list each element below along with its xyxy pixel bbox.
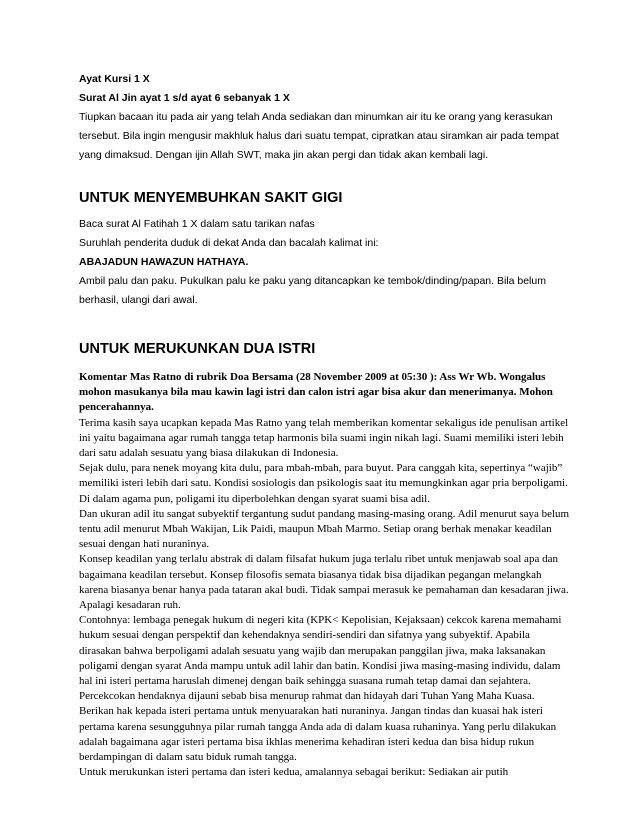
paragraph-2: Sejak dulu, para nenek moyang kita dulu, para mbah-mbah, para buyut. Para canggah kita, sepertinya “wajib” memiliki isteri lebih dari satu. Kondisi sosiologis dan psikologis saat itu memungkinkan agar pria berpoligami. Di dalam agama pun, poligami itu diperbolehkan dengan syarat suami bisa adil. — [79, 462, 568, 505]
palu-paku-paragraph: Ambil palu dan paku. Pukulkan palu ke paku yang ditancapkan ke tembok/dinding/papan. Bila belum berhasil, ulangi dari awal. — [79, 275, 546, 306]
penderita-line: Suruhlah penderita duduk di dekat Anda dan bacalah kalimat ini: — [79, 237, 379, 249]
heading-dua-istri: UNTUK MERUKUNKAN DUA ISTRI — [79, 341, 316, 357]
kalimat-line: ABAJADUN HAWAZUN HATHAYA. — [79, 256, 249, 268]
paragraph-1: Terima kasih saya ucapkan kepada Mas Ratno yang telah memberikan komentar sekaligus ide penulisan artikel ini yaitu bagaimana agar rumah tangga tetap harmonis bila suami ingin nikah lagi. Suami memiliki isteri lebih dari satu adalah sesuatu yang biasa dilakukan di Indonesia. — [79, 416, 569, 460]
paragraph-6: Percekcokan hendaknya dijauni sebab bisa menurup rahmat dan hidayah dari Tuhan Yang Maha Kuasa. Berikan hak kepada isteri pertama untuk menyuarakan hati nuraninya. Jangan tindas dan kuasai hak isteri pertama karena sesungguhnya pilar rumah tangga Anda ada di dalam kuasa ruhaninya. Yang perlu dilakukan adalah bagaimana agar isteri pertama bisa ikhlas menerima kehadiran isteri kedua dan bisa hidup rukun berdampingan di dalam satu biduk rumah tangga. — [79, 690, 557, 764]
section-jin-instructions — [79, 70, 579, 165]
jin-paragraph: Tiupkan bacaan itu pada air yang telah Anda sediakan dan minumkan air itu ke orang yang kerasukan tersebut. Bila ingin mengusir makhluk halus dari suatu tempat, cipratkan atau siramkan air pada tempat yang dimaksud. Dengan ijin Allah SWT, maka jin akan pergi dan tidak akan kembali lagi. — [79, 111, 559, 161]
paragraph-7: Untuk merukunkan isteri pertama dan isteri kedua, amalannya sebagai berikut: Sediakan air putih — [79, 766, 509, 779]
surat-al-jin-line: Surat Al Jin ayat 1 s/d ayat 6 sebanyak 1 X — [79, 92, 290, 104]
ayat-kursi-line: Ayat Kursi 1 X — [79, 73, 150, 85]
paragraph-4: Konsep keadilan yang terlalu abstrak di dalam filsafat hukum juga terlalu ribet untuk menjawab soal apa dan bagaimana keadilan tersebut. Konsep filosofis semata biasanya tidak bisa dijadikan pegangan melangkah karena biasanya benar hanya pada tataran akal budi. Tidak sampai merasuk ke pemahaman dan kesadaran jiwa. Apalagi kesadaran ruh. — [79, 553, 569, 612]
comment-intro: Komentar Mas Ratno di rubrik Doa Bersama (28 November 2009 at 05:30 ): Ass Wr Wb. Wongalus mohon masukanya bila mau kawin lagi istri dan calon istri agar bisa akur dan menerimanya. Mohon pencerahannya. — [79, 371, 553, 414]
al-fatihah-line: Baca surat Al Fatihah 1 X dalam satu tarikan nafas — [79, 218, 315, 230]
section-dua-istri — [79, 370, 571, 780]
paragraph-3: Dan ukuran adil itu sangat subyektif tergantung sudut pandang masing-masing orang. Adil menurut saya belum tentu adil menurut Mbah Wakijan, Lik Paidi, maupun Mbah Marmo. Setiap orang berhak menakar keadilan sesuai dengan hati nuraninya. — [79, 507, 570, 551]
heading-sakit-gigi: UNTUK MENYEMBUHKAN SAKIT GIGI — [79, 190, 343, 206]
section-sakit-gigi — [79, 215, 569, 310]
paragraph-5: Contohnya: lembaga penegak hukum di negeri kita (KPK< Kepolisian, Kejaksaan) cekcok karena memahami hukum sesuai dengan perspektif dan kehendaknya sendiri-sendiri dan sifatnya yang subyektif. Apabila dirasakan bahwa berpoligami adalah sesuatu yang wajib dan merupakan panggilan jiwa, maka laksanakan poligami dengan syarat Anda mampu untuk adil lahir dan batin. Kondisi jiwa masing-masing individu, dalam hal ini isteri pertama haruslah dimenej dengan baik sehingga suasana rumah tetap damai dan sejahtera. — [79, 614, 562, 688]
